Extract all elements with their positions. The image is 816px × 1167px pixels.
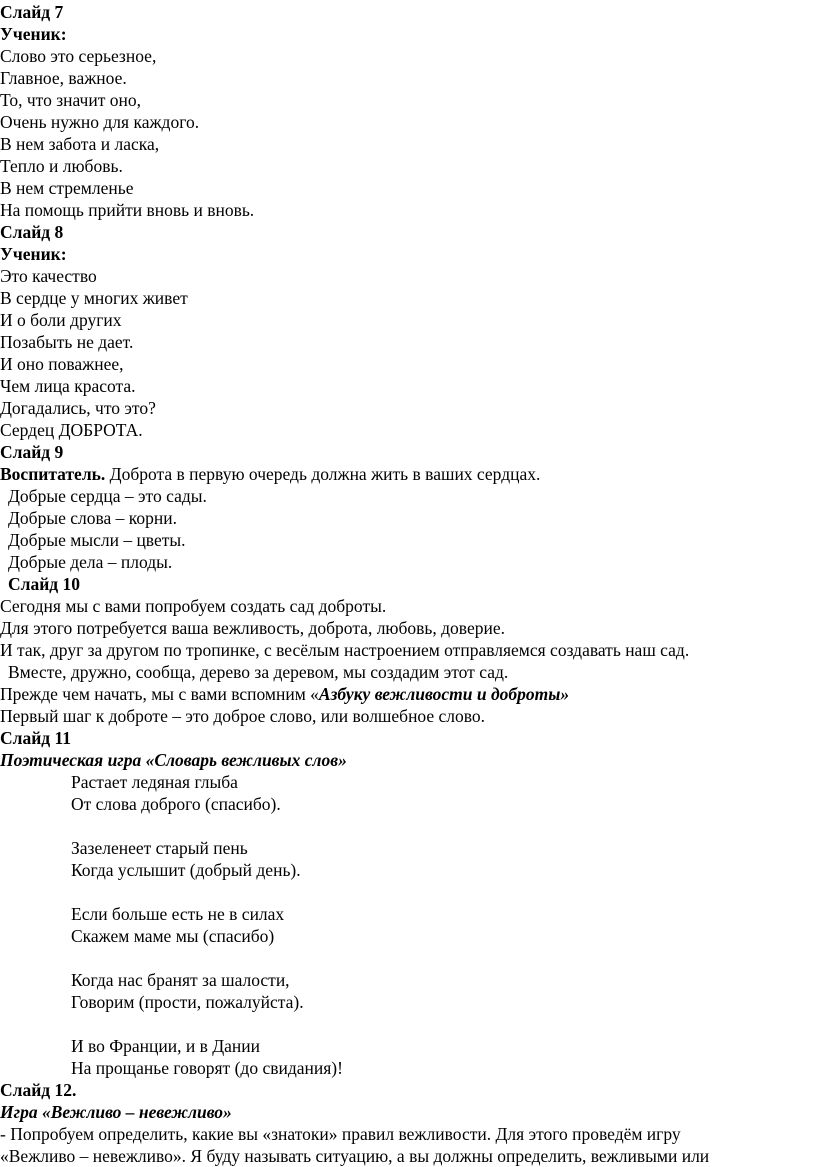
poem-line: От слова доброго (спасибо). bbox=[71, 794, 281, 814]
poem-line: Когда услышит (добрый день). bbox=[71, 860, 301, 880]
text-line: Добрые мысли – цветы. bbox=[8, 530, 186, 550]
poem-line: Зазеленеет старый пень bbox=[71, 838, 248, 858]
poem-line: То, что значит оно, bbox=[0, 90, 141, 110]
slide-8-title: Слайд 8 bbox=[0, 222, 64, 242]
poem-line: Когда нас бранят за шалости, bbox=[71, 970, 290, 990]
poem-line: На помощь прийти вновь и вновь. bbox=[0, 200, 255, 220]
poem-line: В сердце у многих живет bbox=[0, 288, 188, 308]
text-line: Для этого потребуется ваша вежливость, доброта, любовь, доверие. bbox=[0, 618, 505, 638]
poem-line: Очень нужно для каждого. bbox=[0, 112, 200, 132]
poem-line: Позабыть не дает. bbox=[0, 332, 134, 352]
text-line: И так, друг за другом по тропинке, с весёлым настроением отправляемся создавать наш сад. bbox=[0, 640, 690, 660]
poem-line: И о боли других bbox=[0, 310, 122, 330]
slide-10-title: Слайд 10 bbox=[8, 574, 81, 594]
slide-11-title: Слайд 11 bbox=[0, 728, 72, 748]
recall-line bbox=[0, 683, 569, 705]
poem-line: Догадались, что это? bbox=[0, 398, 156, 418]
poem-line: В нем забота и ласка, bbox=[0, 134, 160, 154]
poem-line: Если больше есть не в силах bbox=[71, 904, 285, 924]
slide-12-title: Слайд 12. bbox=[0, 1080, 77, 1100]
poem-line: Скажем маме мы (спасибо) bbox=[71, 926, 275, 946]
recall-prefix: Прежде чем начать, мы с вами вспомним « bbox=[0, 684, 319, 704]
poem-line: Тепло и любовь. bbox=[0, 156, 123, 176]
slide-9-title: Слайд 9 bbox=[0, 442, 64, 462]
text-line: Добрые дела – плоды. bbox=[8, 552, 173, 572]
text-line: Вместе, дружно, сообща, дерево за деревом, мы создадим этот сад. bbox=[8, 662, 509, 682]
slide-7-title: Слайд 7 bbox=[0, 2, 64, 22]
recall-title: Азбуку вежливости и доброты» bbox=[318, 684, 570, 704]
text-line: - Попробуем определить, какие вы «знатоки» правил вежливости. Для этого проведём игру bbox=[0, 1124, 681, 1144]
poem-line: В нем стремленье bbox=[0, 178, 134, 198]
poem-line: Слово это серьезное, bbox=[0, 46, 157, 66]
speech-text: Доброта в первую очередь должна жить в ваших сердцах. bbox=[105, 464, 541, 484]
text-line: Сегодня мы с вами попробуем создать сад доброты. bbox=[0, 596, 387, 616]
poem-line: Говорим (прости, пожалуйста). bbox=[71, 992, 304, 1012]
slide-7-speaker: Ученик: bbox=[0, 24, 67, 44]
poem-line: Сердец ДОБРОТА. bbox=[0, 420, 143, 440]
slide-8-speaker: Ученик: bbox=[0, 244, 67, 264]
poem-line: И во Франции, и в Дании bbox=[71, 1036, 261, 1056]
poem-line: Растает ледяная глыба bbox=[71, 772, 238, 792]
poem-line: Главное, важное. bbox=[0, 68, 127, 88]
text-line: Первый шаг к доброте – это доброе слово, или волшебное слово. bbox=[0, 706, 486, 726]
text-line: Добрые слова – корни. bbox=[8, 508, 178, 528]
game-title: Поэтическая игра «Словарь вежливых слов» bbox=[0, 750, 347, 770]
poem-line: И оно поважнее, bbox=[0, 354, 124, 374]
poem-line: Это качество bbox=[0, 266, 97, 286]
teacher-speech bbox=[0, 463, 540, 485]
text-line: «Вежливо – невежливо». Я буду называть ситуацию, а вы должны определить, вежливыми или bbox=[0, 1146, 710, 1166]
poem-line: Чем лица красота. bbox=[0, 376, 136, 396]
game-title: Игра «Вежливо – невежливо» bbox=[0, 1102, 232, 1122]
speaker-label: Воспитатель. bbox=[0, 464, 106, 484]
poem-line: На прощанье говорят (до свидания)! bbox=[71, 1058, 343, 1078]
text-line: Добрые сердца – это сады. bbox=[8, 486, 207, 506]
